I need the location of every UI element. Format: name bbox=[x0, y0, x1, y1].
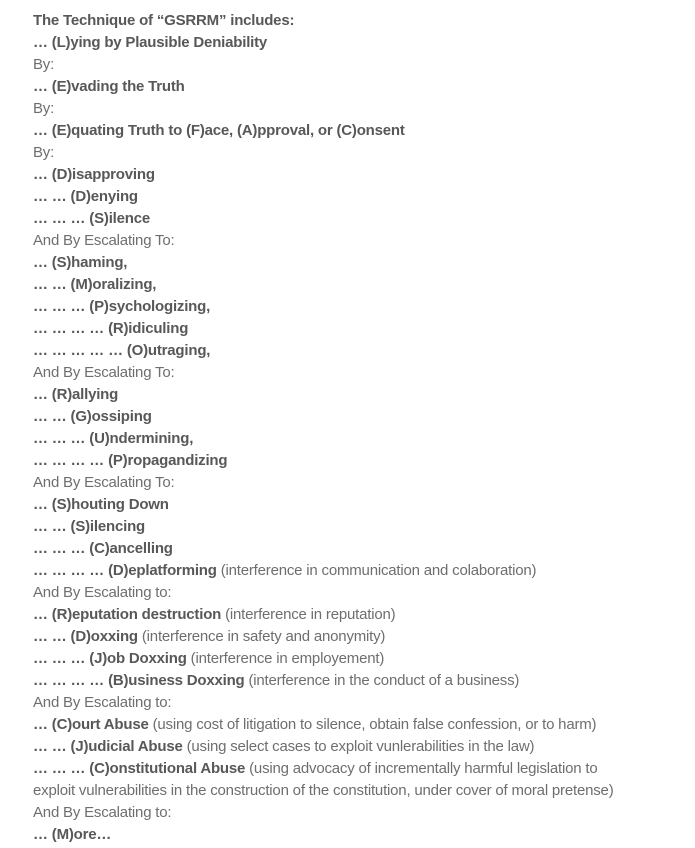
text-line-regular-segment: (interference in reputation) bbox=[225, 606, 396, 623]
clipped-text-fragment bbox=[8, 0, 695, 4]
text-line-bold-segment: … … (M)oralizing, bbox=[33, 276, 157, 293]
text-line-bold-segment: … … … (C)ancelling bbox=[33, 540, 173, 557]
text-line-bold-segment: … … (S)ilencing bbox=[33, 518, 146, 535]
text-line bbox=[33, 758, 677, 780]
text-line-bold-segment: … … … … (B)usiness Doxxing bbox=[33, 672, 245, 689]
text-line bbox=[33, 516, 677, 538]
document-body bbox=[0, 4, 695, 846]
text-line-regular-segment: (using select cases to exploit vunlerabilities in the law) bbox=[186, 738, 535, 755]
text-line-regular-segment: And By Escalating to: bbox=[33, 694, 172, 711]
clipped-text-line bbox=[0, 0, 695, 4]
text-line-bold-segment: … … (D)oxxing bbox=[33, 628, 138, 645]
text-line bbox=[33, 362, 677, 384]
text-line bbox=[33, 98, 677, 120]
text-line-bold-segment: … … … … (R)idiculing bbox=[33, 320, 189, 337]
text-line-regular-segment: (using advocacy of incrementally harmful legislation to bbox=[249, 760, 598, 777]
text-line-regular-segment: By: bbox=[33, 56, 55, 73]
text-line-regular-segment: exploit vulnerabilities in the construction of the constitution, under cover of moral pretense) bbox=[33, 782, 614, 799]
text-line-regular-segment: (interference in the conduct of a business) bbox=[248, 672, 520, 689]
text-line-bold-segment: … (S)haming, bbox=[33, 254, 128, 271]
text-line bbox=[33, 494, 677, 516]
text-line-bold-segment: … … (J)udicial Abuse bbox=[33, 738, 183, 755]
text-line bbox=[33, 450, 677, 472]
text-line-bold-segment: … (E)quating Truth to (F)ace, (A)pproval, or (C)onsent bbox=[33, 122, 405, 139]
text-line-bold-segment: … … … (C)onstitutional Abuse bbox=[33, 760, 246, 777]
text-line bbox=[33, 252, 677, 274]
text-line bbox=[33, 406, 677, 428]
text-line-regular-segment: And By Escalating To: bbox=[33, 232, 175, 249]
text-line bbox=[33, 384, 677, 406]
text-line bbox=[33, 538, 677, 560]
text-line-bold-segment: … (E)vading the Truth bbox=[33, 78, 185, 95]
text-line bbox=[33, 714, 677, 736]
text-line bbox=[33, 824, 677, 846]
text-line-bold-segment: … … … … (D)eplatforming bbox=[33, 562, 217, 579]
text-line-regular-segment: And By Escalating To: bbox=[33, 364, 175, 381]
text-line bbox=[33, 604, 677, 626]
text-line-regular-segment: And By Escalating to: bbox=[33, 804, 172, 821]
text-line bbox=[33, 560, 677, 582]
text-line-bold-segment: … … … (J)ob Doxxing bbox=[33, 650, 187, 667]
text-line bbox=[33, 208, 677, 230]
text-line-bold-segment: … (S)houting Down bbox=[33, 496, 169, 513]
text-line-regular-segment: (interference in communication and colaboration) bbox=[220, 562, 537, 579]
text-line-regular-segment: By: bbox=[33, 144, 55, 161]
text-line bbox=[33, 670, 677, 692]
text-line-regular-segment: (interference in safety and anonymity) bbox=[141, 628, 386, 645]
text-line-regular-segment: (using cost of litigation to silence, obtain false confession, or to harm) bbox=[152, 716, 597, 733]
text-line-bold-segment: … (R)allying bbox=[33, 386, 119, 403]
text-line-bold-segment: … … … … … (O)utraging, bbox=[33, 342, 211, 359]
text-line-regular-segment: By: bbox=[33, 100, 55, 117]
text-line bbox=[33, 648, 677, 670]
text-line bbox=[33, 318, 677, 340]
text-line bbox=[33, 780, 677, 802]
text-line bbox=[33, 296, 677, 318]
text-line-bold-segment: … (D)isapproving bbox=[33, 166, 155, 183]
text-line-bold-segment: … (M)ore… bbox=[33, 826, 112, 843]
text-line bbox=[33, 76, 677, 98]
text-line-regular-segment: (interference in employement) bbox=[190, 650, 385, 667]
text-line bbox=[33, 54, 677, 76]
text-line-bold-segment: … … (G)ossiping bbox=[33, 408, 152, 425]
text-line bbox=[33, 10, 677, 32]
text-line bbox=[33, 428, 677, 450]
text-line bbox=[33, 472, 677, 494]
text-line bbox=[33, 802, 677, 824]
text-line bbox=[33, 120, 677, 142]
text-line-bold-segment: … (L)ying by Plausible Deniability bbox=[33, 34, 268, 51]
text-line bbox=[33, 736, 677, 758]
text-line bbox=[33, 626, 677, 648]
text-line-bold-segment: … … … … (P)ropagandizing bbox=[33, 452, 228, 469]
text-line-bold-segment: … … (D)enying bbox=[33, 188, 138, 205]
text-line bbox=[33, 164, 677, 186]
text-line bbox=[33, 340, 677, 362]
text-line bbox=[33, 186, 677, 208]
text-line-bold-segment: … … … (U)ndermining, bbox=[33, 430, 194, 447]
text-line bbox=[33, 582, 677, 604]
text-line bbox=[33, 692, 677, 714]
text-line-regular-segment: And By Escalating To: bbox=[33, 474, 175, 491]
text-line-bold-segment: … (R)eputation destruction bbox=[33, 606, 222, 623]
text-line bbox=[33, 274, 677, 296]
text-line-regular-segment: And By Escalating to: bbox=[33, 584, 172, 601]
text-line bbox=[33, 142, 677, 164]
text-line-bold-segment: … (C)ourt Abuse bbox=[33, 716, 149, 733]
text-line-bold-segment: … … … (P)sychologizing, bbox=[33, 298, 211, 315]
text-line-bold-segment: The Technique of “GSRRM” includes: bbox=[33, 12, 295, 29]
text-line bbox=[33, 32, 677, 54]
text-line-bold-segment: … … … (S)ilence bbox=[33, 210, 151, 227]
text-line bbox=[33, 230, 677, 252]
